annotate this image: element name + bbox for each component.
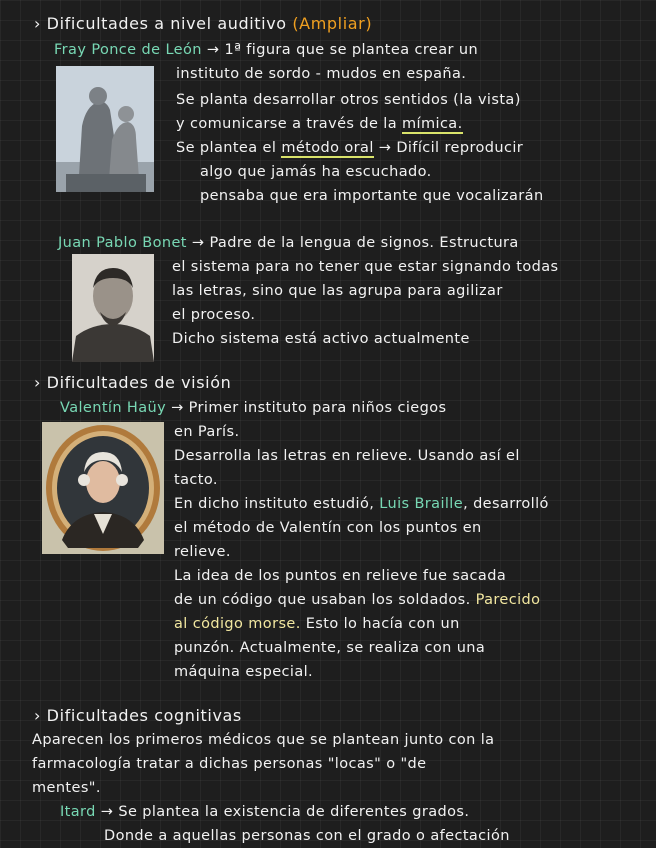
text-line: al código morse. Esto lo hacía con un [174,616,460,632]
itard-line: Itard → Se plantea la existencia de diferentes grados. [60,804,470,820]
text-line: En dicho instituto estudió, Luis Braille, desarrolló [174,496,549,512]
highlight-mimica: mímica. [402,116,463,132]
text-line: La idea de los puntos en relieve fue sacada [174,568,507,584]
statue-photo [56,66,154,192]
hauy-portrait [42,422,164,554]
person-name-itard: Itard [60,804,96,820]
text-line: el sistema para no tener que estar signando todas [172,259,559,275]
text-line: relieve. [174,544,231,560]
text-line: en París. [174,424,240,440]
person-name-juan-pablo-bonet: Juan Pablo Bonet [58,235,187,251]
text-line: Desarrolla las letras en relieve. Usando así el [174,448,520,464]
text-line: algo que jamás ha escuchado. [200,164,432,180]
text-line: instituto de sordo - mudos en españa. [176,66,467,82]
text-line: pensaba que era importante que vocalizarán [200,188,544,204]
text-line: y comunicarse a través de la mímica. [176,116,463,132]
section-heading-cognitivas: › Dificultades cognitivas [34,706,242,725]
note-codigo-morse: al código morse. [174,616,301,632]
juan-pablo-line: Juan Pablo Bonet → Padre de la lengua de signos. Estructura [58,235,519,251]
text-line: Se plantea el método oral → Difícil reproducir [176,140,524,156]
section-heading-vision: › Dificultades de visión [34,373,232,392]
text-line: Dicho sistema está activo actualmente [172,331,470,347]
fray-ponce-line: Fray Ponce de León → 1ª figura que se plantea crear un [54,42,479,58]
text-line: Aparecen los primeros médicos que se plantean junto con la [32,732,495,748]
text-line: el método de Valentín con los puntos en [174,520,482,536]
person-name-valentin-hauy: Valentín Haüy [60,400,167,416]
person-name-luis-braille: Luis Braille [379,496,464,512]
text-line: mentes". [32,780,101,796]
bonet-portrait [72,254,154,362]
text-line: las letras, sino que las agrupa para agilizar [172,283,503,299]
text-line: farmacología tratar a dichas personas "locas" o "de [32,756,427,772]
person-name-fray-ponce: Fray Ponce de León [54,42,202,58]
text-line: de un código que usaban los soldados. Parecido [174,592,541,608]
section-heading-auditivo: › Dificultades a nivel auditivo (Ampliar) [34,14,373,33]
text-line: Se planta desarrollar otros sentidos (la vista) [176,92,521,108]
text-line: punzón. Actualmente, se realiza con una [174,640,486,656]
text-line: Donde a aquellas personas con el grado o afectación [104,828,510,844]
valentin-line: Valentín Haüy → Primer instituto para niños ciegos [60,400,447,416]
note-parecido: Parecido [475,592,541,608]
text-line: el proceso. [172,307,256,323]
highlight-metodo-oral: método oral [281,140,374,156]
ampliar-tag: (Ampliar) [292,14,373,33]
text-line: máquina especial. [174,664,314,680]
text-line: tacto. [174,472,218,488]
